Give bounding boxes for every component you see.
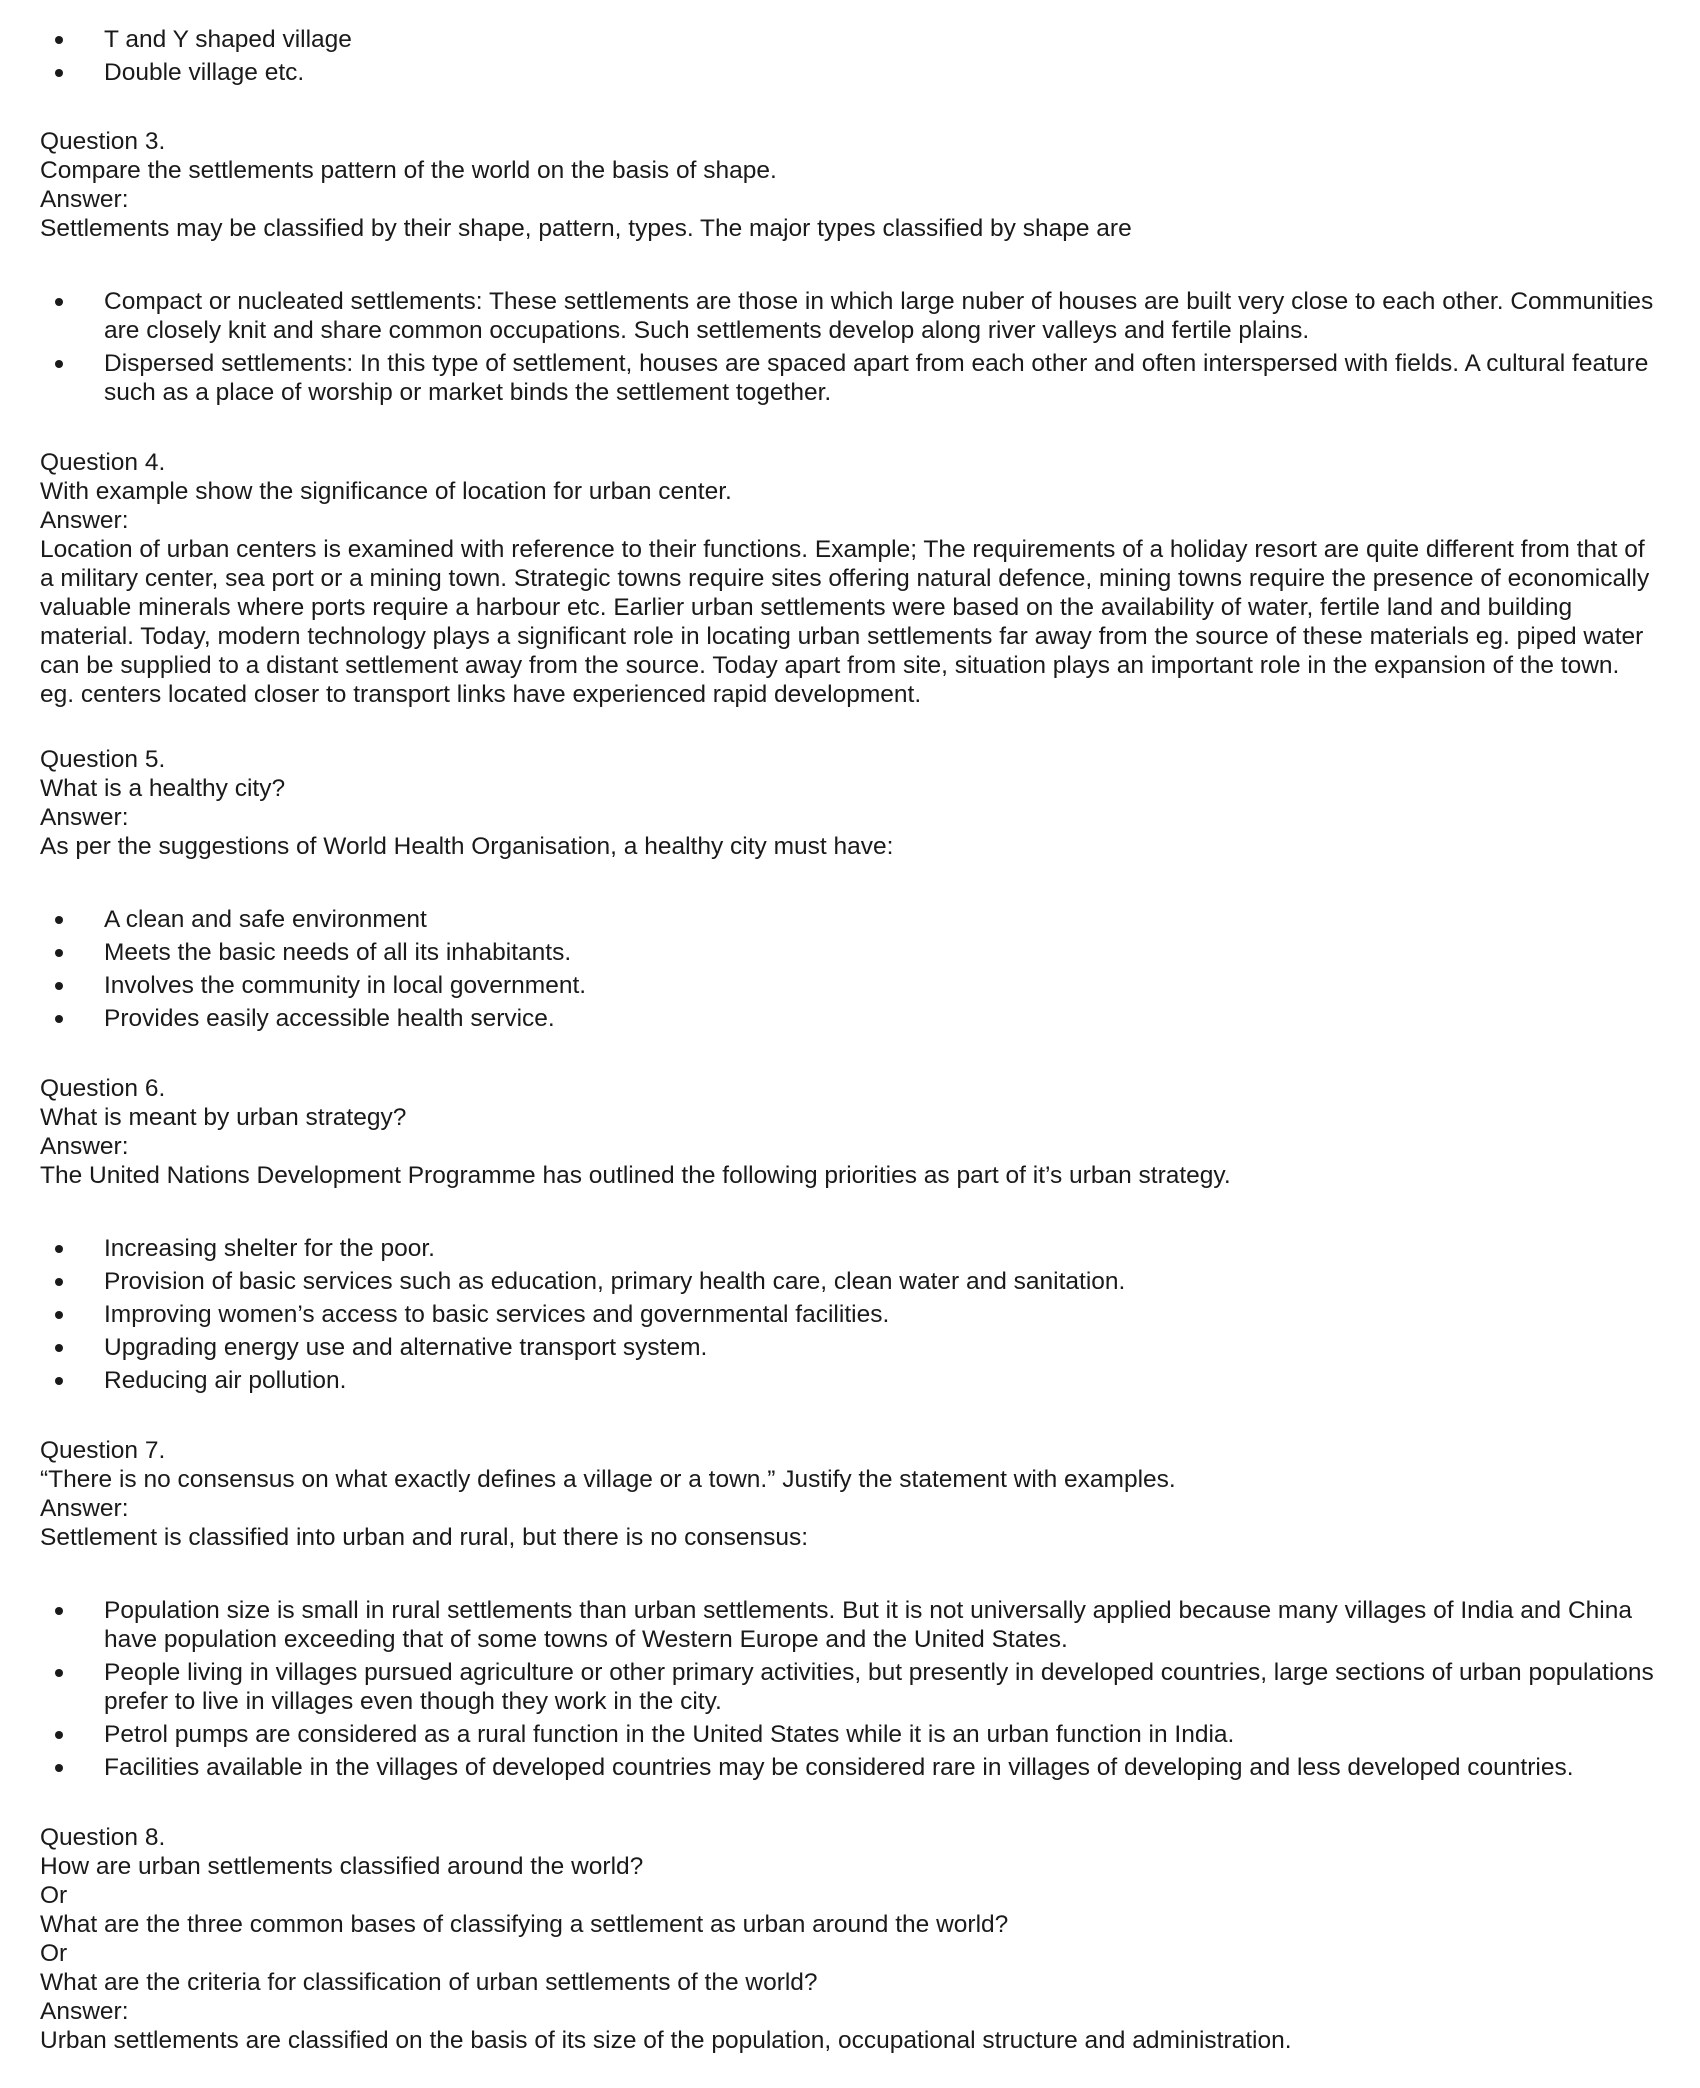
question-text: What is a healthy city? (40, 775, 286, 802)
top-bullet-list (40, 25, 1660, 87)
question-number: Question 4. (40, 449, 166, 476)
answer-paragraph: Location of urban centers is examined with reference to their functions. Example; The requirements of a holiday resort are quite different from that of a military center, sea port or a mining town. Strategic towns require sites offering natural defence, mining towns require the presence of economically valuable minerals where ports require a harbour etc. Earlier urban settlements were based on the availability of water, fertile land and building material. Today, modern technology plays a significant role in locating urban settlements far away from the source of these materials eg. piped water can be supplied to a distant settlement away from the source. Today apart from site, situation plays an important role in the expansion of the town. (40, 536, 1650, 679)
answer-label: Answer: (40, 1495, 129, 1522)
list-item: Population size is small in rural settlements than urban settlements. But it is not universally applied because many villages of India and China have population exceeding that of some towns of Western Europe and the United States. (40, 1596, 1660, 1654)
question-text: What is meant by urban strategy? (40, 1104, 407, 1131)
answer-intro: As per the suggestions of World Health Organisation, a healthy city must have: (40, 833, 894, 860)
question-text: “There is no consensus on what exactly defines a village or a town.” Justify the statement with examples. (40, 1466, 1176, 1493)
list-item: Provides easily accessible health service. (40, 1004, 1660, 1033)
question-number: Question 8. (40, 1824, 166, 1851)
list-item: Involves the community in local government. (40, 971, 1660, 1000)
list-item: Meets the basic needs of all its inhabitants. (40, 938, 1660, 967)
answer-label: Answer: (40, 1133, 129, 1160)
or-separator: Or (40, 1940, 68, 1967)
list-item: Dispersed settlements: In this type of settlement, houses are spaced apart from each other and often interspersed with fields. A cultural feature such as a place of worship or market binds the settlement together. (40, 349, 1660, 407)
list-item: Improving women’s access to basic services and governmental facilities. (40, 1300, 1660, 1329)
list-item: Double village etc. (40, 58, 1660, 87)
bullet-icon (55, 1278, 63, 1286)
question-4 (40, 448, 1660, 709)
list-item: Increasing shelter for the poor. (40, 1234, 1660, 1263)
question-text: How are urban settlements classified around the world? (40, 1853, 644, 1880)
question-text: With example show the significance of location for urban center. (40, 478, 732, 505)
list-item: T and Y shaped village (40, 25, 1660, 54)
answer-bullet-list (40, 1596, 1660, 1782)
bullet-icon (55, 1245, 63, 1253)
list-item: Reducing air pollution. (40, 1366, 1660, 1395)
bullet-icon (55, 36, 63, 44)
list-item: A clean and safe environment (40, 905, 1660, 934)
answer-bullet-list (40, 905, 1660, 1033)
answer-intro: Settlement is classified into urban and rural, but there is no consensus: (40, 1524, 809, 1551)
answer-label: Answer: (40, 507, 129, 534)
list-item: Compact or nucleated settlements: These settlements are those in which large nuber of houses are built very close to each other. Communities are closely knit and share common occupations. Such settlements develop along river valleys and fertile plains. (40, 287, 1660, 345)
question-number: Question 6. (40, 1075, 166, 1102)
answer-paragraph: eg. centers located closer to transport links have experienced rapid development. (40, 681, 922, 708)
question-5 (40, 745, 1660, 1033)
list-item: Petrol pumps are considered as a rural function in the United States while it is an urban function in India. (40, 1720, 1660, 1749)
bullet-icon (55, 1607, 63, 1615)
list-item: Upgrading energy use and alternative transport system. (40, 1333, 1660, 1362)
question-7 (40, 1436, 1660, 1782)
list-item: People living in villages pursued agriculture or other primary activities, but presently in developed countries, large sections of urban populations prefer to live in villages even though they work in the city. (40, 1658, 1660, 1716)
bullet-icon (55, 298, 63, 306)
bullet-icon (55, 1377, 63, 1385)
bullet-icon (55, 69, 63, 77)
bullet-icon (55, 1731, 63, 1739)
bullet-icon (55, 1764, 63, 1772)
answer-label: Answer: (40, 186, 129, 213)
bullet-icon (55, 916, 63, 924)
or-separator: Or (40, 1882, 68, 1909)
answer-paragraph: Urban settlements are classified on the basis of its size of the population, occupational structure and administration. (40, 2027, 1292, 2054)
answer-label: Answer: (40, 1998, 129, 2025)
answer-label: Answer: (40, 804, 129, 831)
question-text: Compare the settlements pattern of the world on the basis of shape. (40, 157, 777, 184)
answer-bullet-list (40, 1234, 1660, 1395)
bullet-icon (55, 1669, 63, 1677)
bullet-icon (55, 1344, 63, 1352)
bullet-icon (55, 982, 63, 990)
answer-intro: The United Nations Development Programme has outlined the following priorities as part of it’s urban strategy. (40, 1162, 1231, 1189)
list-item: Facilities available in the villages of developed countries may be considered rare in villages of developing and less developed countries. (40, 1753, 1660, 1782)
question-number: Question 3. (40, 128, 166, 155)
question-number: Question 5. (40, 746, 166, 773)
question-number: Question 7. (40, 1437, 166, 1464)
question-6 (40, 1074, 1660, 1395)
question-3 (40, 127, 1660, 407)
question-text: What are the criteria for classification of urban settlements of the world? (40, 1969, 818, 1996)
bullet-icon (55, 1311, 63, 1319)
bullet-icon (55, 949, 63, 957)
question-8 (40, 1823, 1660, 2055)
answer-intro: Settlements may be classified by their shape, pattern, types. The major types classified by shape are (40, 215, 1132, 242)
bullet-icon (55, 1015, 63, 1023)
answer-bullet-list (40, 287, 1660, 407)
list-item: Provision of basic services such as education, primary health care, clean water and sanitation. (40, 1267, 1660, 1296)
bullet-icon (55, 360, 63, 368)
question-text: What are the three common bases of classifying a settlement as urban around the world? (40, 1911, 1009, 1938)
